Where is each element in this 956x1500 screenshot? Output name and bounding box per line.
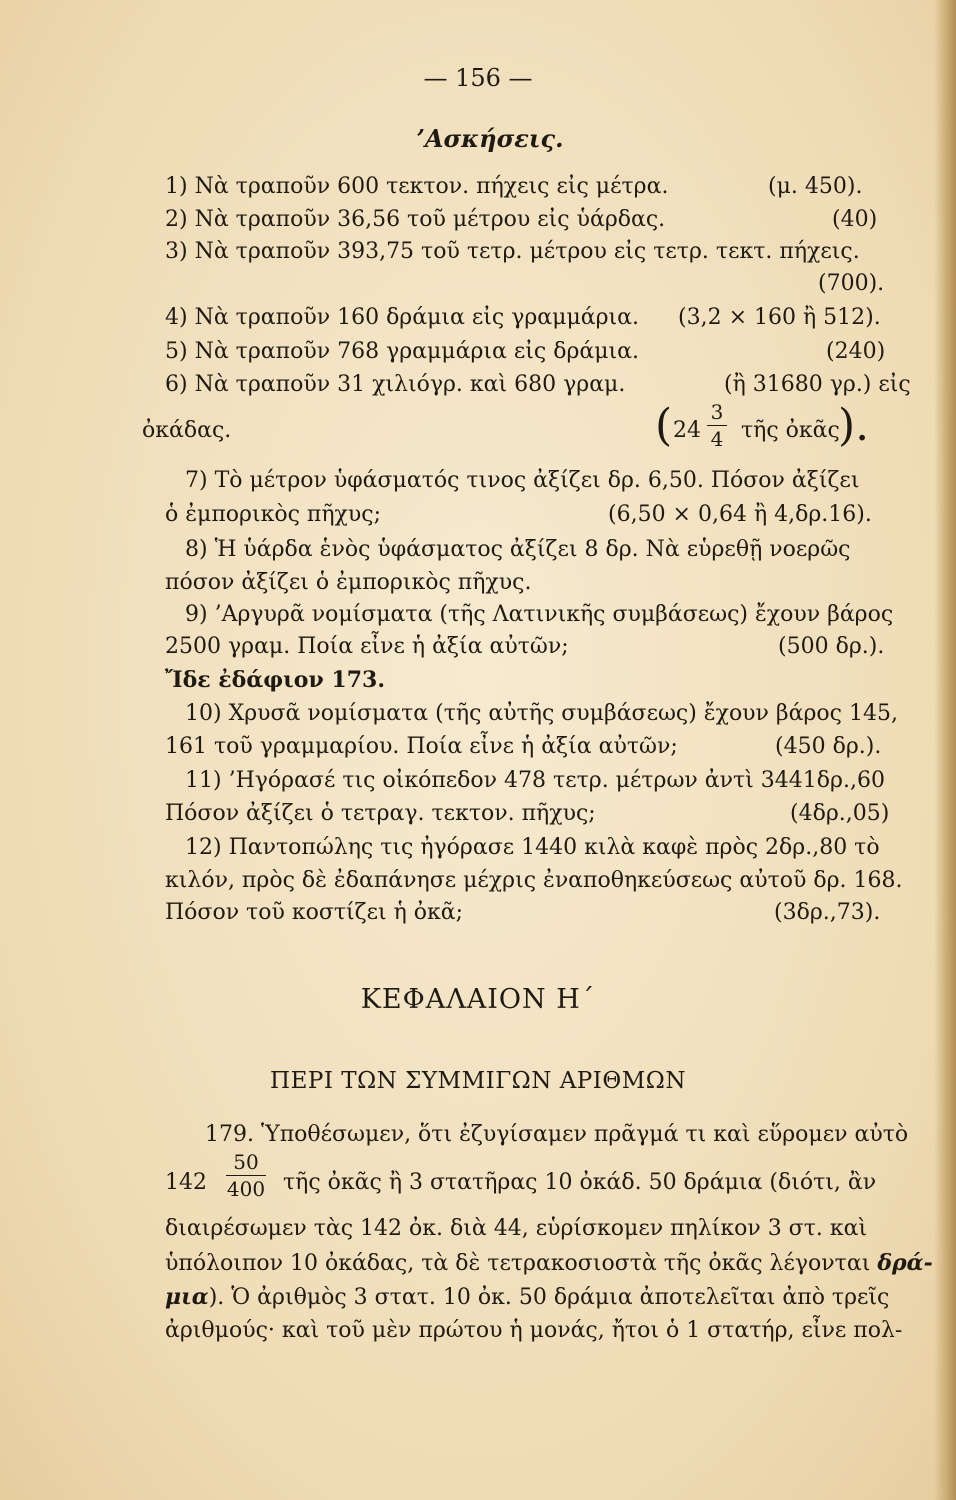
exercise-answer: (500 δρ.). — [778, 634, 885, 659]
open-paren: ( — [655, 400, 673, 451]
exercise-line: 11) ’Ηγόρασέ τις οἰκόπεδον 478 τετρ. μέτρων ἀντὶ 3441δρ.,60 — [185, 768, 885, 793]
exercise-line: 2500 γραμ. Ποία εἶνε ἡ ἀξία αὐτῶν; — [165, 634, 569, 659]
mixed-number-whole: 142 — [165, 1170, 207, 1195]
page-edge-shadow — [934, 0, 956, 1500]
chapter-subtitle: ΠΕΡΙ ΤΩΝ ΣΥΜΜΙΓΩΝ ΑΡΙΘΜΩΝ — [270, 1068, 686, 1094]
exercise-line: 8) Ἡ ὑάρδα ἑνὸς ὑφάσματος ἀξίζει 8 δρ. Νὰ εὑρεθῇ νοερῶς — [185, 537, 851, 562]
exercise-answer: τῆς ὀκᾶς — [741, 418, 840, 443]
exercise-line: πόσον ἀξίζει ὁ ἐμπορικὸς πῆχυς. — [165, 570, 532, 595]
paragraph-text: ). Ὁ ἀριθμὸς 3 στατ. 10 ὀκ. 50 δράμια ἀποτελεῖται ἀπὸ τρεῖς — [208, 1285, 890, 1310]
exercise-answer: (40) — [832, 207, 878, 232]
emphasis-term: δρά- — [877, 1250, 933, 1276]
paragraph-line — [165, 1248, 933, 1279]
exercise-line: 7) Τὸ μέτρον ὑφάσματός τινος ἀξίζει δρ. 6,50. Πόσον ἀξίζει — [185, 468, 860, 493]
exercise-answer: (700). — [818, 271, 885, 296]
exercise-line: 10) Χρυσᾶ νομίσματα (τῆς αὐτῆς συμβάσεως) ἔχουν βάρος 145, — [185, 701, 898, 726]
paragraph-line: τῆς ὀκᾶς ἢ 3 στατῆρας 10 ὀκάδ. 50 δράμια (διότι, ἂν — [283, 1170, 877, 1195]
paragraph-line: ἀριθμούς· καὶ τοῦ μὲν πρώτου ἡ μονάς, ἤτοι ὁ 1 στατήρ, εἶνε πολ- — [165, 1318, 903, 1343]
exercise-line: Ἴδε ἐδάφιον 173. — [165, 667, 385, 693]
exercise-line: 12) Παντοπώλης τις ἠγόρασε 1440 κιλὰ καφὲ πρὸς 2δρ.,80 τὸ — [185, 835, 880, 860]
exercise-answer: (4δρ.,05) — [790, 801, 890, 826]
fraction — [707, 400, 727, 451]
fraction-numerator: 3 — [710, 400, 724, 424]
fraction-bar — [707, 425, 727, 426]
exercise-line: 2) Νὰ τραποῦν 36,56 τοῦ μέτρου εἰς ὑάρδας. — [165, 207, 666, 232]
exercise-answer: (μ. 450). — [768, 174, 863, 199]
exercise-line: 6) Νὰ τραποῦν 31 χιλιόγρ. καὶ 680 γραμ. — [165, 372, 626, 397]
close-paren: ). — [838, 400, 870, 451]
exercise-line: 161 τοῦ γραμμαρίου. Ποία εἶνε ἡ ἀξία αὐτῶν; — [165, 734, 678, 759]
exercise-line: 1) Νὰ τραποῦν 600 τεκτον. πήχεις εἰς μέτρα. — [165, 174, 669, 199]
exercise-line: ὁ ἐμπορικὸς πῆχυς; — [165, 502, 381, 527]
exercise-line: 5) Νὰ τραποῦν 768 γραμμάρια εἰς δράμια. — [165, 339, 640, 364]
exercise-answer: (3δρ.,73). — [774, 900, 881, 925]
section-title: ’Ασκήσεις. — [416, 124, 564, 153]
paragraph-line — [165, 1282, 889, 1313]
mixed-number-fraction — [226, 1150, 266, 1201]
paragraph-text: ὑπόλοιπον 10 ὀκάδας, τὰ δὲ τετρακοσιοστὰ τῆς ὀκᾶς λέγονται — [165, 1251, 871, 1276]
exercise-line: ὀκάδας. — [142, 418, 232, 443]
fraction-bar — [226, 1175, 266, 1176]
exercise-answer: (ἢ 31680 γρ.) εἰς — [724, 372, 911, 397]
exercise-line: κιλόν, πρὸς δὲ ἐδαπάνησε μέχρις ἐναποθηκεύσεως αὐτοῦ δρ. 168. — [165, 868, 903, 893]
emphasis-term: μια — [165, 1284, 209, 1310]
chapter-title: ΚΕΦΑΛΑΙΟΝ Η΄ — [360, 984, 596, 1015]
fraction-whole: 24 — [673, 418, 701, 443]
fraction-numerator: 50 — [233, 1150, 259, 1174]
exercise-line: 3) Νὰ τραποῦν 393,75 τοῦ τετρ. μέτρου εἰς τετρ. τεκτ. πήχεις. — [165, 239, 860, 264]
fraction-denominator: 4 — [710, 427, 724, 451]
exercise-answer: (3,2 × 160 ἢ 512). — [678, 305, 881, 330]
exercise-answer: (6,50 × 0,64 ἢ 4,δρ.16). — [608, 502, 872, 527]
fraction-denominator: 400 — [226, 1177, 266, 1201]
exercise-line: Πόσον τοῦ κοστίζει ἡ ὀκᾶ; — [165, 900, 464, 925]
exercise-line: 9) ’Αργυρᾶ νομίσματα (τῆς Λατινικῆς συμβάσεως) ἔχουν βάρος — [185, 602, 894, 627]
exercise-answer: (240) — [826, 339, 886, 364]
exercise-line: Πόσον ἀξίζει ὁ τετραγ. τεκτον. πῆχυς; — [165, 801, 596, 826]
paragraph-line: διαιρέσωμεν τὰς 142 ὀκ. διὰ 44, εὑρίσκομεν πηλίκον 3 στ. καὶ — [165, 1216, 868, 1241]
page-number: — 156 — — [423, 64, 533, 92]
paragraph-line: 179. Ὑποθέσωμεν, ὅτι ἐζυγίσαμεν πρᾶγμά τι καὶ εὕρομεν αὐτὸ — [205, 1122, 909, 1147]
exercise-answer: (450 δρ.). — [775, 734, 882, 759]
exercise-line: 4) Νὰ τραποῦν 160 δράμια εἰς γραμμάρια. — [165, 305, 640, 330]
